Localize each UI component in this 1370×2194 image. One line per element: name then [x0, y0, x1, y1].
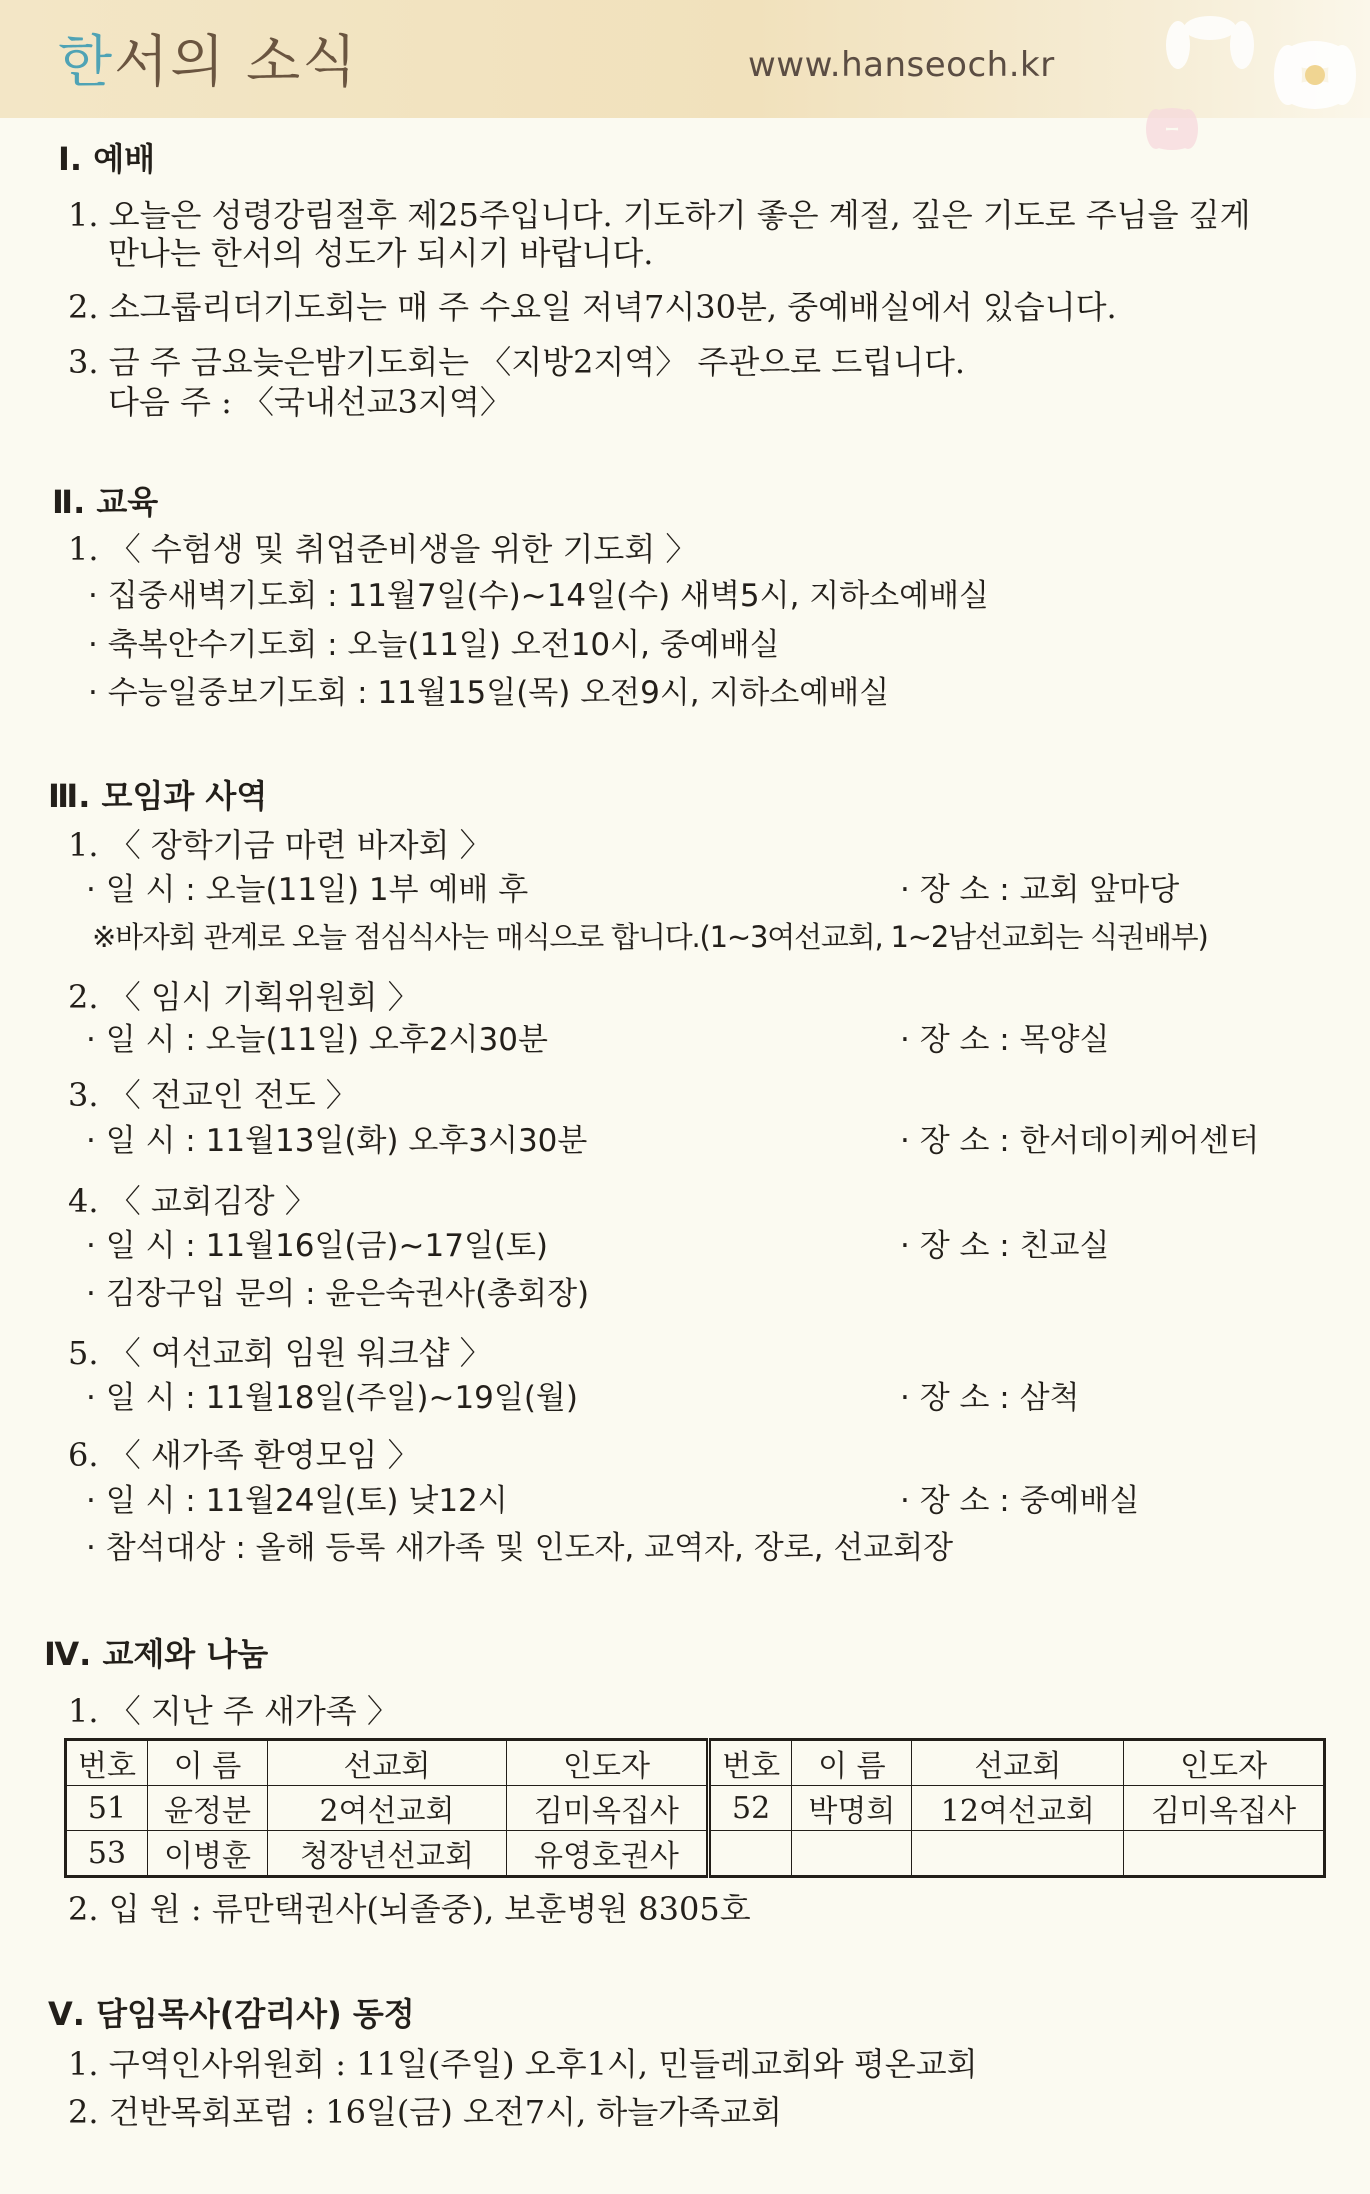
table-cell [912, 1831, 1124, 1877]
section-4-heading: Ⅳ. 교제와 나눔 [44, 1635, 269, 1673]
meeting-item-1-note: ※바자회 관계로 오늘 점심식사는 매식으로 합니다.(1~3여선교회, 1~2남선교회는 식권배부) [92, 920, 1208, 954]
worship-item-1-cont: 만나는 한서의 성도가 되시기 바랍니다. [108, 234, 654, 272]
table-cell [792, 1831, 912, 1877]
col-header-mission-2: 선교회 [912, 1740, 1124, 1786]
table-cell: 김미옥집사 [506, 1786, 708, 1831]
col-header-mission: 선교회 [268, 1740, 507, 1786]
table-cell [1124, 1831, 1325, 1877]
meeting-item-2: 2. 〈 임시 기획위원회 〉 [68, 978, 420, 1016]
meeting-item-1: 1. 〈 장학기금 마련 바자회 〉 [68, 826, 492, 864]
section-2-heading: Ⅱ. 교육 [52, 483, 159, 521]
new-family-table [64, 1738, 1326, 1878]
meeting-item-3: 3. 〈 전교인 전도 〉 [68, 1076, 358, 1114]
meeting-item-5: 5. 〈 여선교회 임원 워크샵 〉 [68, 1334, 492, 1372]
meeting-item-5-time: · 일 시 : 11월18일(주일)~19일(월) [86, 1380, 578, 1416]
table-cell: 유영호권사 [506, 1831, 708, 1877]
section-1-heading: Ⅰ. 예배 [58, 140, 156, 178]
table-cell: 12여선교회 [912, 1786, 1124, 1831]
education-item-1: 1. 〈 수험생 및 취업준비생을 위한 기도회 〉 [68, 530, 698, 568]
worship-item-2: 2. 소그룹리더기도회는 매 주 수요일 저녁7시30분, 중예배실에서 있습니다. [68, 288, 1117, 326]
education-bullet-3: · 수능일중보기도회 : 11월15일(목) 오전9시, 지하소예배실 [88, 675, 890, 711]
table-cell [708, 1831, 791, 1877]
table-cell: 이병훈 [147, 1831, 267, 1877]
meeting-item-6-extra: · 참석대상 : 올해 등록 새가족 및 인도자, 교역자, 장로, 선교회장 [86, 1530, 954, 1566]
meeting-item-3-place: · 장 소 : 한서데이케어센터 [900, 1123, 1260, 1159]
col-header-name: 이 름 [147, 1740, 267, 1786]
section-5-heading: Ⅴ. 담임목사(감리사) 동정 [48, 1995, 415, 2033]
page-title-rest: 서의 소식 [114, 30, 359, 95]
header-banner [0, 0, 1370, 118]
worship-item-1: 1. 오늘은 성령강림절후 제25주입니다. 기도하기 좋은 계절, 깊은 기도로 주님을 깊게 [68, 196, 1251, 234]
section-3-heading: Ⅲ. 모임과 사역 [48, 777, 268, 815]
fellowship-item-1: 1. 〈 지난 주 새가족 〉 [68, 1692, 399, 1730]
col-header-number: 번호 [66, 1740, 148, 1786]
meeting-item-2-time: · 일 시 : 오늘(11일) 오후2시30분 [86, 1022, 548, 1058]
page-title [58, 18, 358, 98]
table-row [66, 1831, 1325, 1877]
meeting-item-1-time: · 일 시 : 오늘(11일) 1부 예배 후 [86, 872, 529, 908]
meeting-item-5-place: · 장 소 : 삼척 [900, 1380, 1080, 1416]
col-header-name-2: 이 름 [792, 1740, 912, 1786]
table-cell: 2여선교회 [268, 1786, 507, 1831]
col-header-guide: 인도자 [506, 1740, 708, 1786]
fellowship-item-2: 2. 입 원 : 류만택권사(뇌졸중), 보훈병원 8305호 [68, 1890, 751, 1928]
meeting-item-6-time: · 일 시 : 11월24일(토) 낮12시 [86, 1483, 508, 1519]
meeting-item-1-place: · 장 소 : 교회 앞마당 [900, 872, 1180, 908]
meeting-item-4-extra: · 김장구입 문의 : 윤은숙권사(총회장) [86, 1276, 590, 1312]
table-cell: 김미옥집사 [1124, 1786, 1325, 1831]
pastor-item-2: 2. 건반목회포럼 : 16일(금) 오전7시, 하늘가족교회 [68, 2093, 782, 2131]
meeting-item-4-place: · 장 소 : 친교실 [900, 1228, 1110, 1264]
table-cell: 윤정분 [147, 1786, 267, 1831]
worship-item-3-cont: 다음 주 : 〈국내선교3지역〉 [108, 383, 512, 421]
table-cell: 53 [66, 1831, 148, 1877]
table-header-row [66, 1740, 1325, 1786]
meeting-item-4: 4. 〈 교회김장 〉 [68, 1182, 317, 1220]
meeting-item-6: 6. 〈 새가족 환영모임 〉 [68, 1436, 420, 1474]
col-header-number-2: 번호 [708, 1740, 791, 1786]
meeting-item-2-place: · 장 소 : 목양실 [900, 1022, 1110, 1058]
table-cell: 52 [708, 1786, 791, 1831]
flower-decoration-icon [1060, 0, 1370, 180]
meeting-item-3-time: · 일 시 : 11월13일(화) 오후3시30분 [86, 1123, 588, 1159]
page-title-accent: 한 [58, 30, 115, 95]
table-cell: 51 [66, 1786, 148, 1831]
worship-item-3: 3. 금 주 금요늦은밤기도회는 〈지방2지역〉 주관으로 드립니다. [68, 343, 966, 381]
meeting-item-4-time: · 일 시 : 11월16일(금)~17일(토) [86, 1228, 549, 1264]
pastor-item-1: 1. 구역인사위원회 : 11일(주일) 오후1시, 민들레교회와 평온교회 [68, 2045, 978, 2083]
table-cell: 청장년선교회 [268, 1831, 507, 1877]
col-header-guide-2: 인도자 [1124, 1740, 1325, 1786]
education-bullet-1: · 집중새벽기도회 : 11월7일(수)~14일(수) 새벽5시, 지하소예배실 [88, 578, 989, 614]
education-bullet-2: · 축복안수기도회 : 오늘(11일) 오전10시, 중예배실 [88, 627, 780, 663]
table-row [66, 1786, 1325, 1831]
table-cell: 박명희 [792, 1786, 912, 1831]
meeting-item-6-place: · 장 소 : 중예배실 [900, 1483, 1140, 1519]
website-link[interactable]: www.hanseoch.kr [748, 45, 1055, 85]
